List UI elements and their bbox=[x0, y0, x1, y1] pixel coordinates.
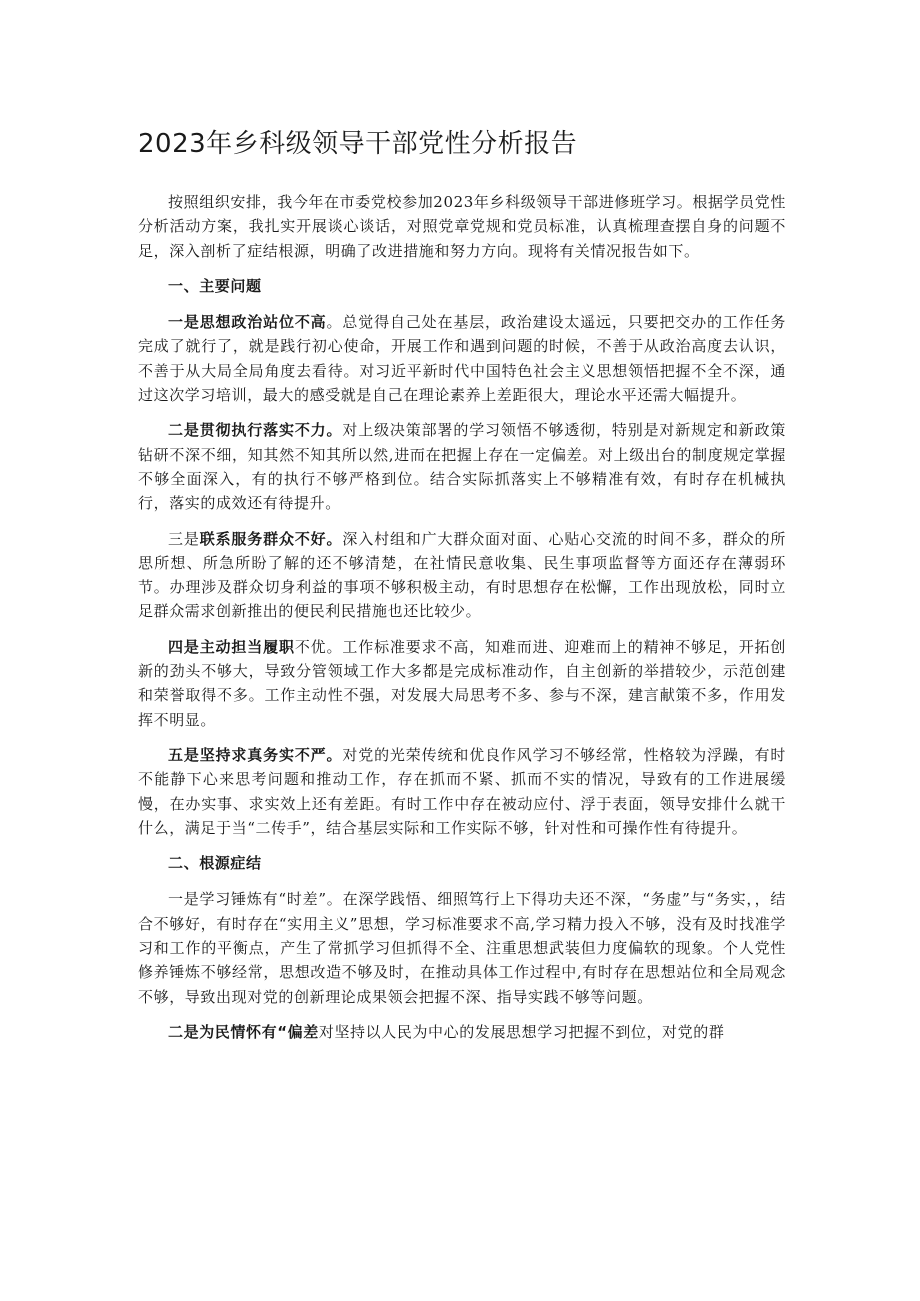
problem-3-body: 深入村组和广大群众面对面、心贴心交流的时间不多，群众的所思所想、所急所盼了解的还不够清楚，在社情民意收集、民生事项监督等方面还存在薄弱环节。办理涉及群众切身利益的事项不够积极主动，有时思想存在松懈，工作出现放松，同时立足群众需求创新推出的便民利民措施也还比较少。 bbox=[138, 529, 786, 621]
problem-5-lead: 五是坚持求真务实不严。 bbox=[168, 745, 343, 764]
problem-2-lead: 二是贯彻执行落实不力。 bbox=[168, 421, 343, 440]
paragraph-problem-5 bbox=[138, 743, 786, 840]
problem-5-body: 对党的光荣传统和优良作风学习不够经常，性格较为浮躁，有时不能静下心来思考问题和推动工作，存在抓而不紧、抓而不实的情况，导致有的工作进展缓慢，在办实事、求实效上还有差距。有时工作中存在被动应付、浮于表面，领导安排什么就干什么，满足于当“二传手”，结合基层实际和工作实际不够，针对性和可操作性有待提升。 bbox=[138, 745, 786, 837]
cause-2-body: 对坚持以人民为中心的发展思想学习把握不到位，对党的群 bbox=[318, 1022, 725, 1041]
document-page bbox=[138, 124, 786, 1055]
paragraph-problem-3 bbox=[138, 527, 786, 624]
section-heading-root-causes: 二、根源症结 bbox=[168, 854, 262, 873]
paragraph-cause-2 bbox=[138, 1020, 786, 1044]
problem-3-lead: 联系服务群众不好。 bbox=[199, 529, 343, 548]
problem-1-lead: 一是思想政治站位不高 bbox=[168, 313, 327, 332]
cause-2-lead: 二是为民情怀有“偏差 bbox=[168, 1022, 319, 1041]
problem-3-prefix: 三是 bbox=[168, 529, 200, 548]
document-title: 2023年乡科级领导干部党性分析报告 bbox=[138, 129, 578, 159]
intro-paragraph: 按照组织安排，我今年在市委党校参加2023年乡科级领导干部进修班学习。根据学员党性分析活动方案，我扎实开展谈心谈话，对照党章党规和党员标准，认真梳理查摆自身的问题不足，深入剖析了症结根源，明确了改进措施和努力方向。现将有关情况报告如下。 bbox=[138, 193, 786, 260]
paragraph-problem-4 bbox=[138, 635, 786, 732]
problem-4-lead: 四是主动担当履职 bbox=[168, 637, 295, 656]
paragraph-problem-2 bbox=[138, 418, 786, 515]
problem-4-body: 不优。工作标准要求不高，知难而进、迎难而上的精神不够足，开拓创新的劲头不够大，导致分管领域工作大多都是完成标准动作，自主创新的举措较少，示范创建和荣誉取得不多。工作主动性不强，对发展大局思考不多、参与不深，建言献策不多，作用发挥不明显。 bbox=[138, 637, 786, 729]
paragraph-cause-1: 一是学习锤炼有“时差”。在深学践悟、细照笃行上下得功夫还不深，“务虚”与“务实，，结合不够好，有时存在“实用主义”思想，学习标准要求不高,学习精力投入不够，没有及时找准学习和工作的平衡点，产生了常抓学习但抓得不全、注重思想武装但力度偏软的现象。个人党性修养锤炼不够经常，思想改造不够及时，在推动具体工作过程中,有时存在思想站位和全局观念不够，导致出现对党的创新理论成果领会把握不深、指导实践不够等问题。 bbox=[138, 890, 786, 1006]
problem-1-body: 。总觉得自己处在基层，政治建设太遥远，只要把交办的工作任务完成了就行了，就是践行初心使命，开展工作和遇到问题的时候，不善于从政治高度去认识，不善于从大局全局角度去看待。对习近平新时代中国特色社会主义思想领悟把握不全不深，通过这次学习培训，最大的感受就是自己在理论素养上差距很大，理论水平还需大幅提升。 bbox=[138, 313, 786, 405]
problem-2-body: 对上级决策部署的学习领悟不够透彻，特别是对新规定和新政策钻研不深不细，知其然不知其所以然,进而在把握上存在一定偏差。对上级出台的制度规定掌握不够全面深入，有的执行不够严格到位。结合实际抓落实上不够精准有效，有时存在机械执行，落实的成效还有待提升。 bbox=[138, 421, 786, 513]
section-heading-main-problems: 一、主要问题 bbox=[168, 276, 262, 295]
paragraph-problem-1 bbox=[138, 310, 786, 407]
